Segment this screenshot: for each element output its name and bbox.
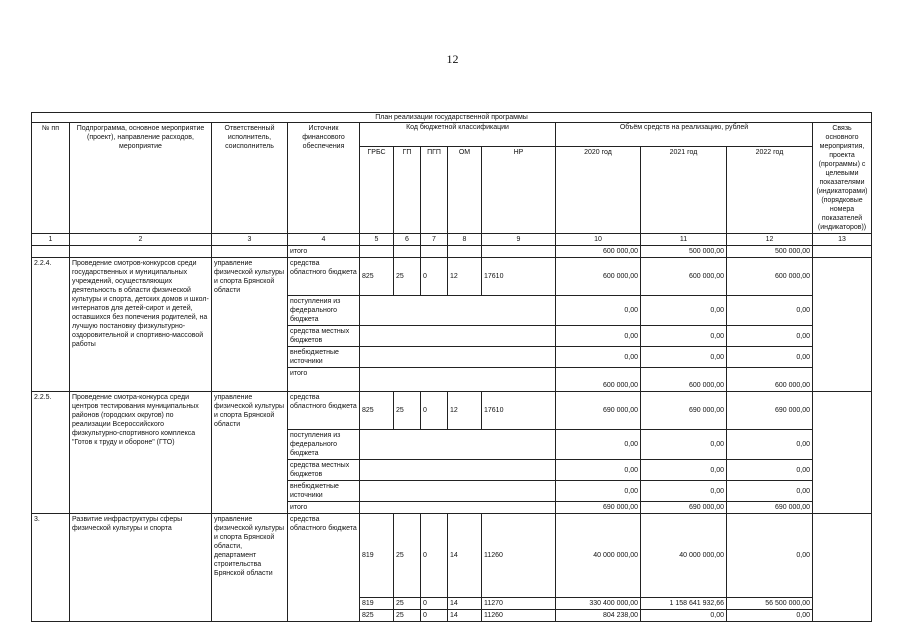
top-total-row [32, 246, 872, 258]
sec-3-r3-2020: 804 238,00 [556, 610, 641, 622]
sec-225-regional-2022: 690 000,00 [727, 392, 813, 430]
colnum-2: 2 [70, 234, 212, 246]
sec-224-num: 2.2.4. [32, 258, 70, 392]
sec-3-r1-gp: 25 [394, 514, 421, 598]
sec-224-federal-2021: 0,00 [641, 296, 727, 326]
sec-3-r2-gp: 25 [394, 598, 421, 610]
sec-224-local-2022: 0,00 [727, 326, 813, 347]
sec-224-local-2020: 0,00 [556, 326, 641, 347]
colnum-7: 7 [421, 234, 448, 246]
sec-3-r3-om: 14 [448, 610, 482, 622]
colnum-11: 11 [641, 234, 727, 246]
sec-3-r1-2021: 40 000 000,00 [641, 514, 727, 598]
sec-3-r3-2022: 0,00 [727, 610, 813, 622]
sec-224-local-2021: 0,00 [641, 326, 727, 347]
sec-3-r3-pgp: 0 [421, 610, 448, 622]
sec-3-r1-2020: 40 000 000,00 [556, 514, 641, 598]
sec-224-federal-2022: 0,00 [727, 296, 813, 326]
colnum-13: 13 [813, 234, 872, 246]
colnum-1: 1 [32, 234, 70, 246]
header-grbs: ГРБС [360, 147, 394, 234]
sec-224-gp: 25 [394, 258, 421, 296]
sec-225-total-2022: 690 000,00 [727, 502, 813, 514]
sec-225-gp: 25 [394, 392, 421, 430]
sec-225-regional-2020: 690 000,00 [556, 392, 641, 430]
header-resp: Ответственный исполнитель, соисполнитель [212, 123, 288, 234]
header-pgp: ПГП [421, 147, 448, 234]
sec-225-regional-2021: 690 000,00 [641, 392, 727, 430]
sec-225-extra-2021: 0,00 [641, 481, 727, 502]
sec-3-r2-om: 14 [448, 598, 482, 610]
sec-3-resp: управление физической культуры и спорта Брянской области, департамент строительства Брянской области [212, 514, 288, 622]
sec-224-name: Проведение смотров-конкурсов среди государственных и муниципальных учреждений, осуществляющих деятельность в области физической культуры и спорта, детских домов и школ-интернатов для детей-сирот и детей, оставшихся без попечения родителей, на лучшую постановку физкультурно-оздоровительной и спортивно-массовой работы [70, 258, 212, 392]
sec-225-local-2022: 0,00 [727, 460, 813, 481]
sec-224-om: 12 [448, 258, 482, 296]
colnum-10: 10 [556, 234, 641, 246]
sec-224-resp: управление физической культуры и спорта Брянской области [212, 258, 288, 392]
header-name: Подпрограмма, основное мероприятие (проект), направление расходов, мероприятие [70, 123, 212, 234]
sec-225-local-2021: 0,00 [641, 460, 727, 481]
header-link: Связь основного мероприятия, проекта (программы) с целевыми показателями (индикаторами) (порядковые номера показателей (индикаторов)) [813, 123, 872, 234]
header-row-1 [32, 123, 872, 147]
sec-225-local-2020: 0,00 [556, 460, 641, 481]
colnum-12: 12 [727, 234, 813, 246]
sec-224-source-federal: поступления из федерального бюджета [288, 296, 360, 326]
sec-225-name: Проведение смотра-конкурса среди центров тестирования муниципальных районов (городских округов) по реализации Всероссийского физкультурно-спортивного комплекса "Готов к труду и обороне" (ГТО) [70, 392, 212, 514]
sec-225-total-2020: 690 000,00 [556, 502, 641, 514]
sec-225-regional-row [32, 392, 872, 430]
header-2022: 2022 год [727, 147, 813, 234]
sec-3-num: 3. [32, 514, 70, 622]
colnum-9: 9 [482, 234, 556, 246]
table-title: План реализации государственной программы [32, 113, 872, 123]
sec-3-r1-2022: 0,00 [727, 514, 813, 598]
sec-3-r3-nr: 11260 [482, 610, 556, 622]
sec-224-regional-row [32, 258, 872, 296]
sec-3-source-regional: средства областного бюджета [288, 514, 360, 622]
sec-224-pgp: 0 [421, 258, 448, 296]
sec-224-regional-2020: 600 000,00 [556, 258, 641, 296]
top-total-2021: 500 000,00 [641, 246, 727, 258]
sec-225-source-extra: внебюджетные источники [288, 481, 360, 502]
sec-224-regional-2022: 600 000,00 [727, 258, 813, 296]
sec-224-extra-2020: 0,00 [556, 347, 641, 368]
colnum-6: 6 [394, 234, 421, 246]
sec-3-name: Развитие инфраструктуры сферы физической культуры и спорта [70, 514, 212, 622]
sec-3-r1-nr: 11260 [482, 514, 556, 598]
top-total-label: итого [288, 246, 360, 258]
sec-224-source-extra: внебюджетные источники [288, 347, 360, 368]
sec-3-r2-pgp: 0 [421, 598, 448, 610]
top-total-2020: 600 000,00 [556, 246, 641, 258]
sec-225-grbs: 825 [360, 392, 394, 430]
sec-225-om: 12 [448, 392, 482, 430]
sec-225-source-federal: поступления из федерального бюджета [288, 430, 360, 460]
sec-225-source-regional: средства областного бюджета [288, 392, 360, 430]
sec-225-total-2021: 690 000,00 [641, 502, 727, 514]
sec-225-extra-2020: 0,00 [556, 481, 641, 502]
sec-3-r3-gp: 25 [394, 610, 421, 622]
colnum-5: 5 [360, 234, 394, 246]
header-source: Источник финансового обеспечения [288, 123, 360, 234]
sec-3-row-1 [32, 514, 872, 598]
sec-3-r3-grbs: 825 [360, 610, 394, 622]
header-title-row [32, 113, 872, 123]
sec-3-r2-grbs: 819 [360, 598, 394, 610]
sec-3-r1-om: 14 [448, 514, 482, 598]
top-total-2022: 500 000,00 [727, 246, 813, 258]
sec-225-source-total: итого [288, 502, 360, 514]
sec-225-federal-2021: 0,00 [641, 430, 727, 460]
header-2020: 2020 год [556, 147, 641, 234]
sec-3-r2-2021: 1 158 641 932,66 [641, 598, 727, 610]
header-om: ОМ [448, 147, 482, 234]
sec-224-grbs: 825 [360, 258, 394, 296]
column-number-row [32, 234, 872, 246]
sec-225-extra-2022: 0,00 [727, 481, 813, 502]
sec-225-nr: 17610 [482, 392, 556, 430]
sec-224-total-2020: 600 000,00 [556, 368, 641, 392]
sec-3-r3-2021: 0,00 [641, 610, 727, 622]
sec-3-r1-pgp: 0 [421, 514, 448, 598]
sec-225-source-local: средства местных бюджетов [288, 460, 360, 481]
sec-225-pgp: 0 [421, 392, 448, 430]
sec-224-nr: 17610 [482, 258, 556, 296]
sec-225-resp: управление физической культуры и спорта Брянской области [212, 392, 288, 514]
sec-3-r2-nr: 11270 [482, 598, 556, 610]
sec-3-r1-grbs: 819 [360, 514, 394, 598]
sec-224-regional-2021: 600 000,00 [641, 258, 727, 296]
sec-224-total-2021: 600 000,00 [641, 368, 727, 392]
sec-225-num: 2.2.5. [32, 392, 70, 514]
sec-224-source-total: итого [288, 368, 360, 392]
header-amount-group: Объём средств на реализацию, рублей [556, 123, 813, 147]
colnum-4: 4 [288, 234, 360, 246]
header-gp: ГП [394, 147, 421, 234]
sec-225-federal-2022: 0,00 [727, 430, 813, 460]
sec-225-federal-2020: 0,00 [556, 430, 641, 460]
header-2021: 2021 год [641, 147, 727, 234]
header-nr: НР [482, 147, 556, 234]
sec-3-r2-2022: 56 500 000,00 [727, 598, 813, 610]
sec-3-r2-2020: 330 400 000,00 [556, 598, 641, 610]
page-number: 12 [446, 52, 459, 66]
colnum-3: 3 [212, 234, 288, 246]
sec-224-extra-2021: 0,00 [641, 347, 727, 368]
colnum-8: 8 [448, 234, 482, 246]
sec-224-extra-2022: 0,00 [727, 347, 813, 368]
sec-224-source-regional: средства областного бюджета [288, 258, 360, 296]
sec-224-source-local: средства местных бюджетов [288, 326, 360, 347]
header-code-group: Код бюджетной классификации [360, 123, 556, 147]
sec-224-total-2022: 600 000,00 [727, 368, 813, 392]
header-num: № пп [32, 123, 70, 234]
sec-224-federal-2020: 0,00 [556, 296, 641, 326]
plan-table [31, 112, 872, 622]
